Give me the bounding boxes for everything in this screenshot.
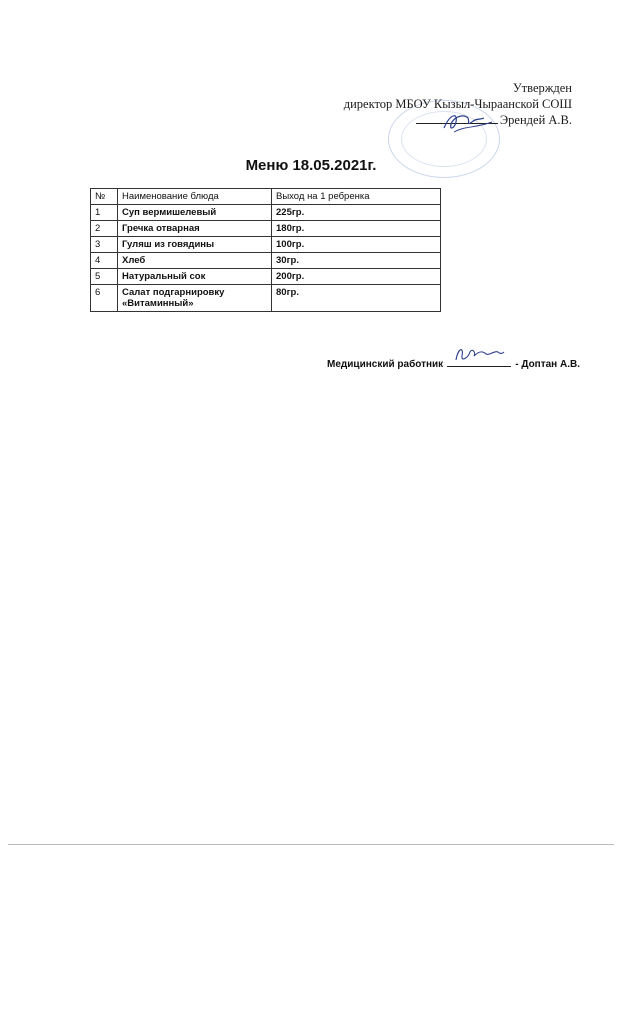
row-number: 2: [91, 221, 118, 237]
signature-separator: -: [515, 359, 519, 370]
page-edge-rule: [8, 844, 614, 845]
medic-role: Медицинский работник: [327, 359, 444, 370]
menu-table: [90, 188, 441, 312]
row-number: 5: [91, 269, 118, 285]
dish-amount: 100гр.: [272, 237, 441, 253]
table-row: [91, 253, 441, 269]
table-row: [91, 285, 441, 312]
table-row: [91, 237, 441, 253]
dish-name: Гречка отварная: [118, 221, 272, 237]
dish-name: Хлеб: [118, 253, 272, 269]
table-row: [91, 205, 441, 221]
dish-amount: 200гр.: [272, 269, 441, 285]
row-number: 3: [91, 237, 118, 253]
dish-name: Салат подгарнировку «Витаминный»: [118, 285, 272, 312]
director-name: Эрендей А.В.: [499, 113, 572, 127]
row-number: 4: [91, 253, 118, 269]
dish-amount: 30гр.: [272, 253, 441, 269]
dish-name: Натуральный сок: [118, 269, 272, 285]
approval-heading: Утвержден: [512, 81, 572, 95]
column-header-number: №: [91, 189, 118, 205]
medic-signature-block: [327, 356, 580, 370]
table-row: [91, 221, 441, 237]
dish-amount: 180гр.: [272, 221, 441, 237]
page-title: Меню 18.05.2021г.: [245, 157, 377, 174]
director-signature-icon: [440, 108, 500, 136]
dish-name: Гуляш из говядины: [118, 237, 272, 253]
approval-position: директор МБОУ Кызыл-Чыраанской СОШ: [343, 97, 572, 111]
table-header-row: [91, 189, 441, 205]
column-header-amount: Выход на 1 ребренка: [272, 189, 441, 205]
dish-name: Суп вермишелевый: [118, 205, 272, 221]
row-number: 6: [91, 285, 118, 312]
dish-amount: 225гр.: [272, 205, 441, 221]
dish-amount: 80гр.: [272, 285, 441, 312]
column-header-dish: Наименование блюда: [118, 189, 272, 205]
table-row: [91, 269, 441, 285]
medic-signature-line: [447, 356, 511, 367]
medic-name: Доптан А.В.: [521, 359, 580, 370]
row-number: 1: [91, 205, 118, 221]
